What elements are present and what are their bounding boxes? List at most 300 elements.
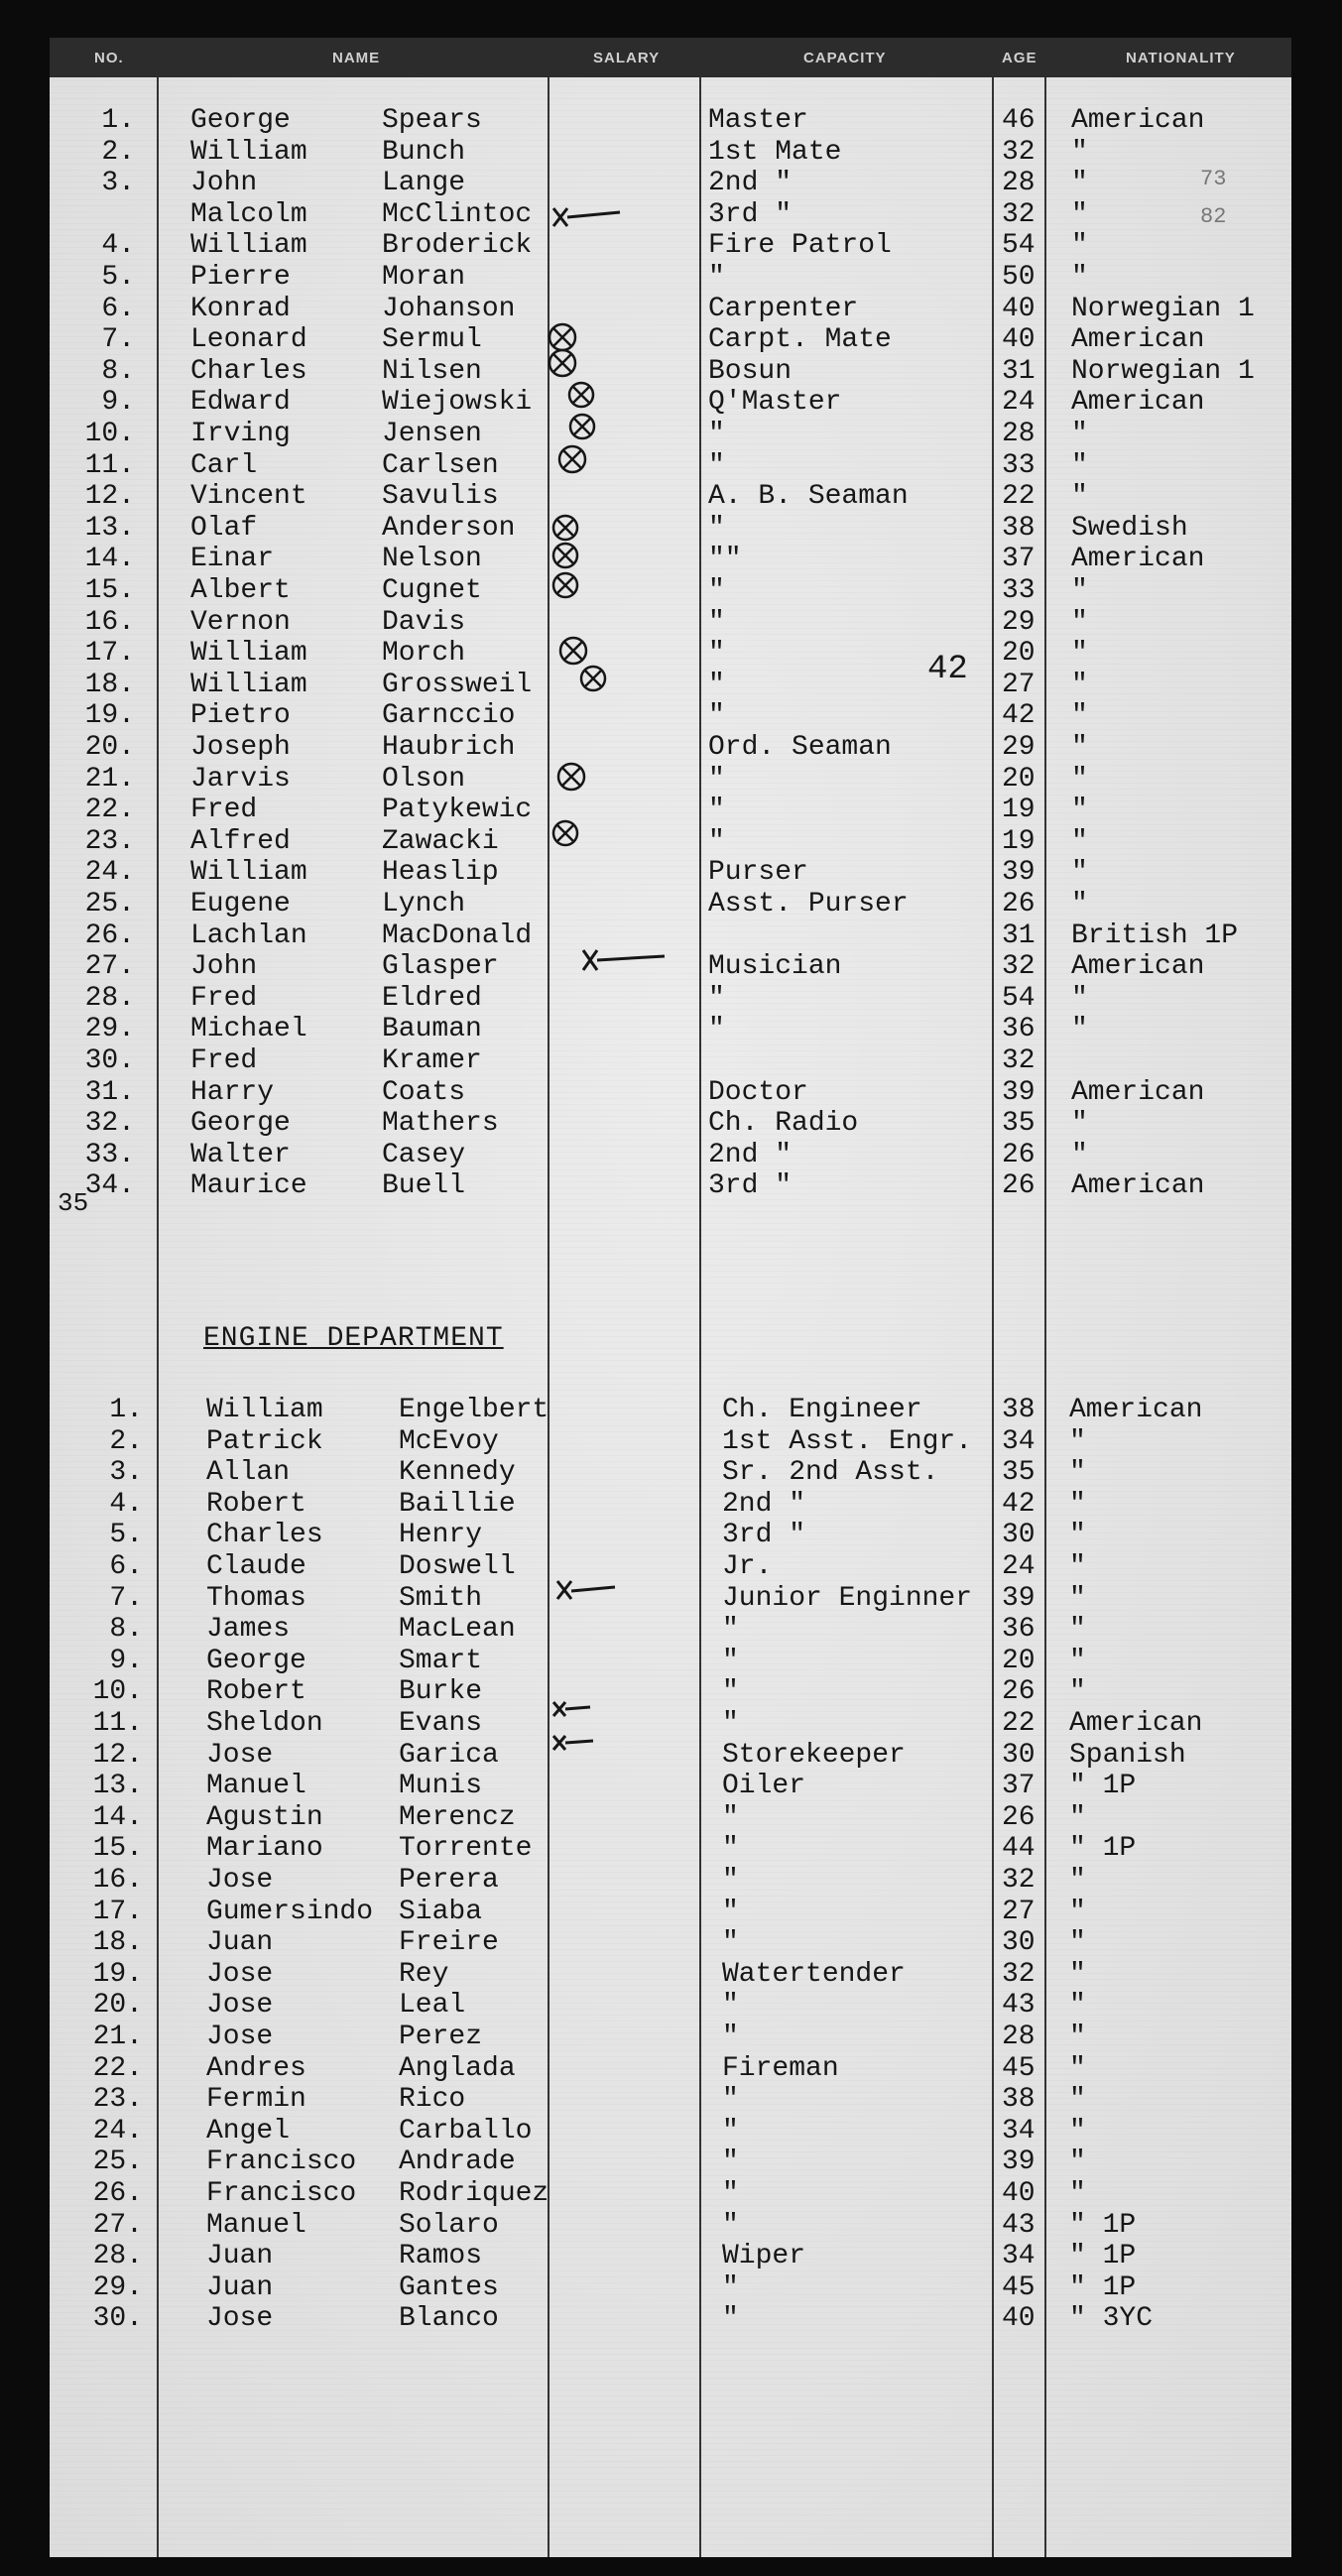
first-name: Fred	[190, 795, 258, 826]
row-number: 26.	[84, 920, 135, 951]
age: 20	[1002, 763, 1036, 795]
last-name: Andrade	[399, 2147, 516, 2178]
header-age: AGE	[1002, 50, 1037, 66]
nationality: "	[1071, 1108, 1088, 1140]
nationality: "	[1071, 669, 1088, 700]
first-name: William	[190, 136, 307, 168]
last-name: Rico	[399, 2084, 466, 2116]
engine-department-heading: ENGINE DEPARTMENT	[203, 1323, 504, 1354]
age: 20	[1002, 1645, 1036, 1676]
last-name: Burke	[399, 1676, 483, 1708]
last-name: Broderick	[382, 230, 533, 262]
capacity: "	[708, 763, 725, 795]
capacity: "	[708, 1014, 725, 1045]
first-name: Albert	[190, 575, 291, 606]
age: 26	[1002, 1676, 1036, 1708]
capacity: Ch. Engineer	[722, 1395, 922, 1425]
row-number: 20.	[92, 1990, 143, 2022]
nationality: Norwegian 1	[1071, 355, 1255, 387]
row-number: 18.	[92, 1927, 143, 1959]
capacity: "	[722, 1865, 739, 1896]
capacity: "	[722, 1990, 739, 2022]
age: 36	[1002, 1014, 1036, 1045]
capacity: Fire Patrol	[708, 230, 892, 262]
capacity: 1st Asst. Engr.	[722, 1425, 973, 1457]
row-number: 22.	[92, 2052, 143, 2084]
last-name: Coats	[382, 1076, 466, 1108]
age: 37	[1002, 544, 1036, 575]
first-name: John	[190, 951, 258, 983]
last-name: Garica	[399, 1739, 499, 1771]
nationality: American	[1071, 1076, 1205, 1108]
capacity: Q'Master	[708, 387, 842, 419]
capacity: "	[708, 606, 725, 638]
nationality: "	[1069, 1582, 1086, 1614]
capacity: "	[722, 1645, 739, 1676]
nationality: "	[1069, 1801, 1086, 1833]
capacity: "	[722, 1801, 739, 1833]
last-name: Gantes	[399, 2271, 499, 2303]
nationality: American	[1071, 1170, 1205, 1202]
last-name: Anderson	[382, 512, 516, 544]
nationality: "	[1071, 1139, 1088, 1170]
last-name: Glasper	[382, 951, 499, 983]
age: 20	[1002, 638, 1036, 670]
first-name: Patrick	[206, 1425, 323, 1457]
last-name: McClintoc	[382, 198, 533, 230]
first-name: Maurice	[190, 1170, 307, 1202]
age: 24	[1002, 1551, 1036, 1582]
last-name: Bunch	[382, 136, 466, 168]
first-name: William	[206, 1395, 323, 1425]
age: 27	[1002, 1896, 1036, 1927]
row-number: 33.	[84, 1139, 135, 1170]
nationality: "	[1069, 1614, 1086, 1646]
nationality: "	[1069, 1990, 1086, 2022]
age: 33	[1002, 449, 1036, 481]
capacity: "	[708, 700, 725, 732]
nationality: "	[1071, 575, 1088, 606]
age: 32	[1002, 1865, 1036, 1896]
row-number: 11.	[84, 449, 135, 481]
last-name: Garnccio	[382, 700, 516, 732]
nationality: "	[1069, 1927, 1086, 1959]
row-number: 9.	[101, 387, 135, 419]
capacity: 3rd "	[708, 198, 793, 230]
age: 40	[1002, 2178, 1036, 2209]
first-name: Pietro	[190, 700, 291, 732]
first-name: Einar	[190, 544, 275, 575]
capacity: Junior Enginner	[722, 1582, 973, 1614]
last-name: Torrente	[399, 1833, 533, 1865]
circled-x-mark	[549, 324, 605, 845]
age: 43	[1002, 2209, 1036, 2241]
age: 19	[1002, 795, 1036, 826]
capacity: Ch. Radio	[708, 1108, 859, 1140]
last-name: Bauman	[382, 1014, 482, 1045]
nationality: "	[1071, 606, 1088, 638]
age: 44	[1002, 1833, 1036, 1865]
row-number: 5.	[101, 262, 135, 293]
age: 31	[1002, 355, 1036, 387]
age: 19	[1002, 825, 1036, 857]
capacity: 2nd "	[722, 1488, 806, 1520]
age: 40	[1002, 293, 1036, 324]
first-name: Robert	[206, 1488, 306, 1520]
capacity: 1st Mate	[708, 136, 842, 168]
nationality: "	[1069, 1676, 1086, 1708]
row-number: 25.	[92, 2147, 143, 2178]
nationality: British 1P	[1071, 920, 1239, 951]
nationality: "	[1069, 1896, 1086, 1927]
nationality: " 1P	[1069, 1771, 1137, 1802]
nationality: " 3YC	[1069, 2303, 1154, 2335]
age: 42	[1002, 700, 1036, 732]
nationality: "	[1069, 1457, 1086, 1489]
capacity: 3rd "	[722, 1520, 806, 1551]
row-number: 17.	[84, 638, 135, 670]
last-name: Rey	[399, 1958, 449, 1990]
row-number: 24.	[92, 2115, 143, 2147]
first-name: Jose	[206, 2303, 274, 2335]
first-name: Vernon	[190, 606, 291, 638]
last-name: Moran	[382, 262, 466, 293]
capacity: Wiper	[722, 2241, 806, 2272]
capacity: "	[708, 419, 725, 449]
capacity: Bosun	[708, 355, 793, 387]
first-name: Juan	[206, 2241, 274, 2272]
first-name: Walter	[190, 1139, 291, 1170]
capacity: "	[722, 2084, 739, 2116]
row-number: 11.	[92, 1708, 143, 1739]
row-number: 31.	[84, 1076, 135, 1108]
first-name: Sheldon	[206, 1708, 323, 1739]
row-number: 3.	[109, 1457, 143, 1489]
row-number: 9.	[109, 1645, 143, 1676]
last-name: Carlsen	[382, 449, 499, 481]
capacity: A. B. Seaman	[708, 481, 909, 513]
row-number: 23.	[92, 2084, 143, 2116]
row-number: 5.	[109, 1520, 143, 1551]
last-name: Smart	[399, 1645, 483, 1676]
row-number: 30.	[92, 2303, 143, 2335]
last-name: Olson	[382, 763, 466, 795]
first-name: Allan	[206, 1457, 291, 1489]
capacity: Musician	[708, 951, 842, 983]
age: 40	[1002, 2303, 1036, 2335]
header-nationality: NATIONALITY	[1126, 50, 1236, 66]
last-name: Merencz	[399, 1801, 516, 1833]
age: 39	[1002, 1076, 1036, 1108]
capacity: "	[722, 1676, 739, 1708]
row-number: 16.	[92, 1865, 143, 1896]
capacity: Asst. Purser	[708, 889, 909, 920]
first-name: George	[190, 105, 291, 136]
nationality: "	[1071, 825, 1088, 857]
nationality: "	[1071, 795, 1088, 826]
first-name: George	[206, 1645, 306, 1676]
header-salary: SALARY	[593, 50, 661, 66]
age: 28	[1002, 419, 1036, 449]
age: 45	[1002, 2271, 1036, 2303]
row-number: 20.	[84, 732, 135, 763]
last-name: Anglada	[399, 2052, 516, 2084]
nationality: "	[1069, 1865, 1086, 1896]
capacity: "	[708, 449, 725, 481]
row-number: 1.	[101, 105, 135, 136]
first-name: Alfred	[190, 825, 291, 857]
age: 34	[1002, 1425, 1036, 1457]
capacity: "	[708, 262, 725, 293]
last-name: Lynch	[382, 889, 466, 920]
last-name: Buell	[382, 1170, 466, 1202]
first-name: Fred	[190, 982, 258, 1014]
first-name: John	[190, 168, 258, 199]
age: 39	[1002, 857, 1036, 889]
age: 30	[1002, 1520, 1036, 1551]
capacity: "	[708, 795, 725, 826]
age: 28	[1002, 168, 1036, 199]
last-name: Doswell	[399, 1551, 516, 1582]
first-name: Konrad	[190, 293, 291, 324]
first-name: Juan	[206, 1927, 274, 1959]
capacity: "	[722, 2303, 739, 2335]
first-name: Pierre	[190, 262, 291, 293]
capacity: Carpenter	[708, 293, 859, 324]
row-number: 15.	[92, 1833, 143, 1865]
last-name: Casey	[382, 1139, 466, 1170]
last-name: Freire	[399, 1927, 499, 1959]
margin-note-35: 35	[58, 1188, 89, 1218]
crew-list-sheet	[50, 38, 1291, 2557]
header-capacity: CAPACITY	[803, 50, 887, 66]
nationality: "	[1069, 1488, 1086, 1520]
nationality: "	[1071, 889, 1088, 920]
capacity: Sr. 2nd Asst.	[722, 1457, 939, 1489]
nationality: American	[1071, 951, 1205, 983]
first-name: Andres	[206, 2052, 306, 2084]
capacity: "	[708, 575, 725, 606]
x-mark	[553, 208, 665, 1750]
capacity: Watertender	[722, 1958, 906, 1990]
first-name: Francisco	[206, 2147, 357, 2178]
last-name: Johanson	[382, 293, 516, 324]
first-name: Charles	[190, 355, 307, 387]
last-name: Baillie	[399, 1488, 516, 1520]
first-name: Jose	[206, 1739, 274, 1771]
age: 26	[1002, 1801, 1036, 1833]
last-name: Jensen	[382, 419, 482, 449]
row-number: 18.	[84, 669, 135, 700]
capacity: Ord. Seaman	[708, 732, 892, 763]
capacity: "	[722, 1896, 739, 1927]
age: 27	[1002, 669, 1036, 700]
capacity: "	[722, 1708, 739, 1739]
nationality: "	[1071, 638, 1088, 670]
first-name: Olaf	[190, 512, 258, 544]
row-number: 27.	[84, 951, 135, 983]
age: 29	[1002, 732, 1036, 763]
faint-note-82: 82	[1200, 204, 1227, 229]
nationality: " 1P	[1069, 2209, 1137, 2241]
capacity: "	[722, 2115, 739, 2147]
first-name: Vincent	[190, 481, 307, 513]
last-name: Smith	[399, 1582, 483, 1614]
age: 26	[1002, 889, 1036, 920]
first-name: Leonard	[190, 324, 307, 356]
first-name: Fred	[190, 1045, 258, 1076]
nationality: "	[1069, 2084, 1086, 2116]
last-name: Cugnet	[382, 575, 482, 606]
nationality: "	[1071, 168, 1088, 199]
first-name: Agustin	[206, 1801, 323, 1833]
nationality: "	[1069, 2052, 1086, 2084]
nationality: "	[1071, 763, 1088, 795]
nationality: "	[1069, 2115, 1086, 2147]
last-name: Evans	[399, 1708, 483, 1739]
row-number: 2.	[109, 1425, 143, 1457]
age: 50	[1002, 262, 1036, 293]
row-number: 29.	[92, 2271, 143, 2303]
last-name: Engelbert	[399, 1395, 549, 1425]
nationality: "	[1071, 700, 1088, 732]
row-number: 34.	[84, 1170, 135, 1202]
last-name: Perez	[399, 2022, 483, 2052]
last-name: Patykewic	[382, 795, 533, 826]
capacity: Purser	[708, 857, 808, 889]
age: 32	[1002, 1958, 1036, 1990]
capacity: "	[722, 1927, 739, 1959]
nationality: "	[1071, 732, 1088, 763]
age: 32	[1002, 198, 1036, 230]
first-name: Robert	[206, 1676, 306, 1708]
first-name: Eugene	[190, 889, 291, 920]
row-number: 22.	[84, 795, 135, 826]
row-number: 24.	[84, 857, 135, 889]
row-number: 6.	[101, 293, 135, 324]
age: 31	[1002, 920, 1036, 951]
last-name: Haubrich	[382, 732, 516, 763]
first-name: Irving	[190, 419, 291, 449]
row-number: 10.	[92, 1676, 143, 1708]
age: 32	[1002, 951, 1036, 983]
nationality: Swedish	[1071, 512, 1188, 544]
first-name: William	[190, 857, 307, 889]
capacity: "	[722, 2209, 739, 2241]
capacity: "	[708, 982, 725, 1014]
last-name: Zawacki	[382, 825, 499, 857]
nationality: "	[1069, 1520, 1086, 1551]
first-name: William	[190, 638, 307, 670]
capacity: Carpt. Mate	[708, 324, 892, 356]
last-name: Rodriquez	[399, 2178, 549, 2209]
nationality: "	[1071, 262, 1088, 293]
last-name: Lange	[382, 168, 466, 199]
row-number: 23.	[84, 825, 135, 857]
capacity: Jr.	[722, 1551, 773, 1582]
row-number: 7.	[109, 1582, 143, 1614]
last-name: MacDonald	[382, 920, 533, 951]
last-name: Spears	[382, 105, 482, 136]
row-number: 10.	[84, 419, 135, 449]
nationality: American	[1071, 544, 1205, 575]
first-name: Jose	[206, 2022, 274, 2052]
row-number: 6.	[109, 1551, 143, 1582]
age: 32	[1002, 1045, 1036, 1076]
age: 26	[1002, 1170, 1036, 1202]
row-number: 28.	[92, 2241, 143, 2272]
row-number: 14.	[84, 544, 135, 575]
age: 36	[1002, 1614, 1036, 1646]
row-number: 7.	[101, 324, 135, 356]
capacity: 2nd "	[708, 1139, 793, 1170]
last-name: Wiejowski	[382, 387, 533, 419]
capacity: "	[708, 638, 725, 670]
last-name: MacLean	[399, 1614, 516, 1646]
row-number: 19.	[84, 700, 135, 732]
first-name: James	[206, 1614, 291, 1646]
last-name: Nelson	[382, 544, 482, 575]
row-number: 12.	[84, 481, 135, 513]
last-name: Henry	[399, 1520, 483, 1551]
row-number: 14.	[92, 1801, 143, 1833]
age: 38	[1002, 512, 1036, 544]
row-number: 12.	[92, 1739, 143, 1771]
nationality: " 1P	[1069, 1833, 1137, 1865]
last-name: Leal	[399, 1990, 466, 2022]
age: 43	[1002, 1990, 1036, 2022]
first-name: George	[190, 1108, 291, 1140]
last-name: Eldred	[382, 982, 482, 1014]
row-number: 21.	[92, 2022, 143, 2052]
last-name: McEvoy	[399, 1425, 499, 1457]
row-number: 17.	[92, 1896, 143, 1927]
row-number: 13.	[84, 512, 135, 544]
age: 54	[1002, 982, 1036, 1014]
first-name: Malcolm	[190, 198, 307, 230]
nationality: American	[1071, 105, 1205, 136]
row-number: 27.	[92, 2209, 143, 2241]
last-name: Kramer	[382, 1045, 482, 1076]
row-number: 28.	[84, 982, 135, 1014]
first-name: Jose	[206, 1990, 274, 2022]
capacity: 2nd "	[708, 168, 793, 199]
first-name: Jose	[206, 1958, 274, 1990]
row-number: 19.	[92, 1958, 143, 1990]
age: 37	[1002, 1771, 1036, 1802]
first-name: Manuel	[206, 2209, 306, 2241]
capacity: "	[722, 2147, 739, 2178]
last-name: Carballo	[399, 2115, 533, 2147]
first-name: Joseph	[190, 732, 291, 763]
first-name: Thomas	[206, 1582, 306, 1614]
row-number: 8.	[101, 355, 135, 387]
age: 26	[1002, 1139, 1036, 1170]
capacity: Storekeeper	[722, 1739, 906, 1771]
age: 42	[1002, 1488, 1036, 1520]
capacity: "	[708, 669, 725, 700]
age: 54	[1002, 230, 1036, 262]
first-name: Charles	[206, 1520, 323, 1551]
faint-note-73: 73	[1200, 167, 1227, 191]
last-name: Munis	[399, 1771, 483, 1802]
row-number: 21.	[84, 763, 135, 795]
row-number: 25.	[84, 889, 135, 920]
capacity: Oiler	[722, 1771, 806, 1802]
row-number: 8.	[109, 1614, 143, 1646]
nationality: "	[1071, 1014, 1088, 1045]
first-name: Edward	[190, 387, 291, 419]
